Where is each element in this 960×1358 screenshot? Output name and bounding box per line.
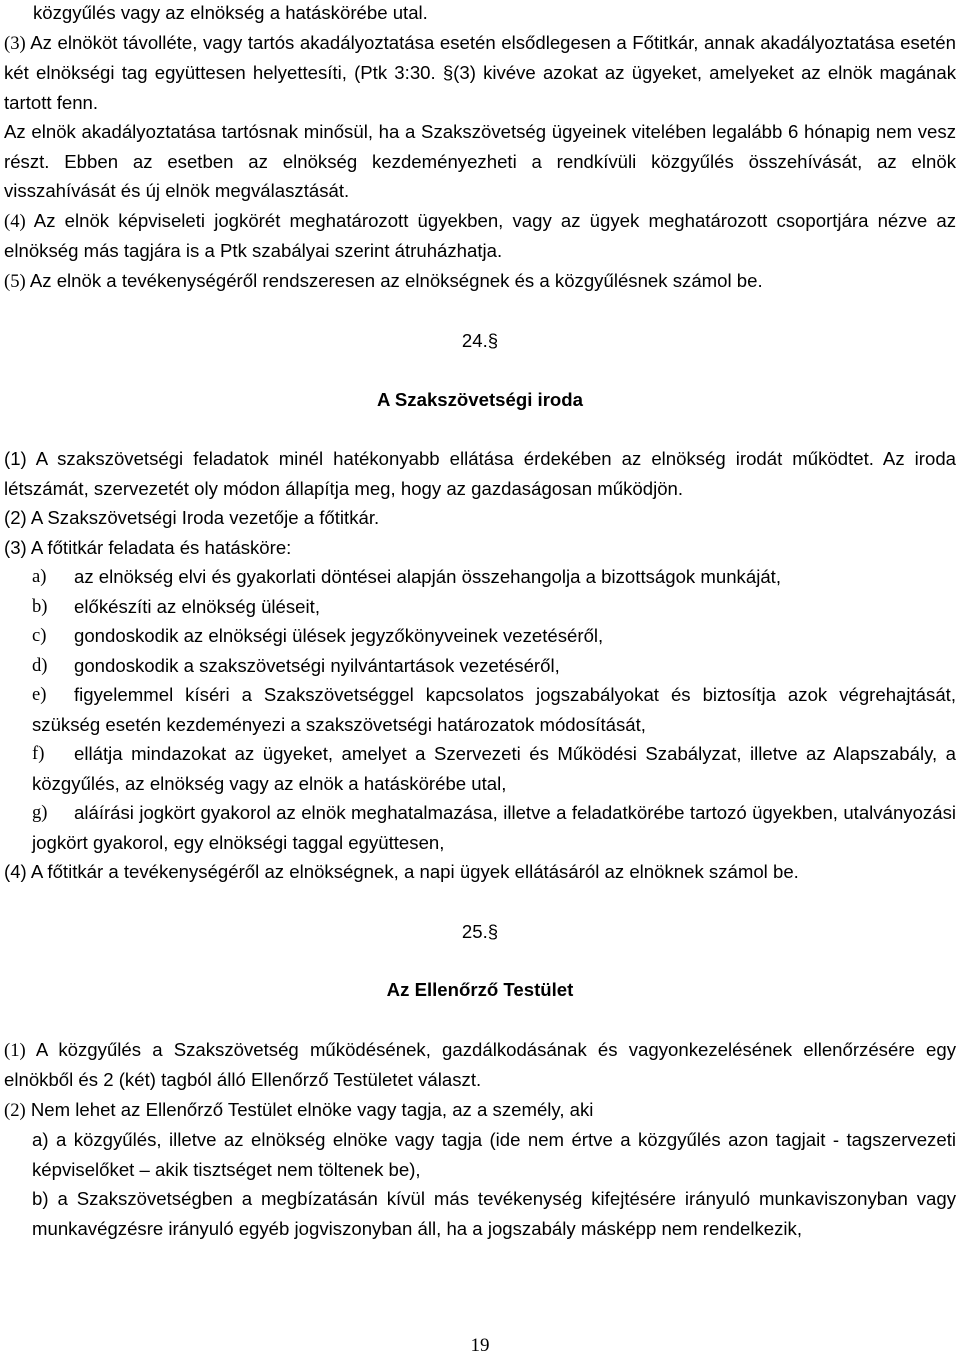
paragraph-text: A közgyűlés a Szakszövetség működésének, gazdálkodásának és vagyonkezelésének ellenőrzésére egy elnökből és 2 (két) tagból álló Ellenőrző Testületet választ. <box>4 1038 956 1090</box>
list-text: figyelemmel kíséri a Szakszövetséggel kapcsolatos jogszabályokat és biztosítja azok végrehajtását, szükség esetén kezdeményezi a szakszövetségi határozatok módosítását, <box>32 684 956 735</box>
list-item <box>4 592 956 622</box>
s25-item-b: b) a Szakszövetségben a megbízatásán kívül más tevékenység kifejtésére irányuló munkaviszonyban vagy munkavégzésre irányuló egyéb jogviszonyban áll, ha a jogszabály másképp nem rendelkezik, <box>32 1188 956 1239</box>
s24-paragraph-2: (2) A Szakszövetségi Iroda vezetője a főtitkár. <box>4 507 380 528</box>
s25-paragraph-1 <box>4 1035 956 1095</box>
paragraph-text: Nem lehet az Ellenőrző Testület elnöke vagy tagja, az a személy, aki <box>25 1098 594 1120</box>
list-text: az elnökség elvi és gyakorlati döntései alapján összehangolja a bizottságok munkáját, <box>74 566 781 587</box>
paragraph-number: (1) <box>4 1039 26 1061</box>
paragraph-continuation <box>4 0 956 28</box>
list-marker: e) <box>32 684 47 705</box>
list-marker: c) <box>32 625 47 646</box>
paragraph-3b: Az elnök akadályoztatása tartósnak minősül, ha a Szakszövetség ügyeinek vitelében legalább 6 hónapig nem vesz részt. Ebben az esetben az elnökség kezdeményezheti a rendkívüli közgyűlés összehívását, az elnök visszahívását és új elnök megválasztását. <box>4 121 956 201</box>
list-text: ellátja mindazokat az ügyeket, amelyet a Szervezeti és Működési Szabályzat, illetve az Alapszabály, a közgyűlés, az elnökség vagy az elnök a hatáskörébe utal, <box>32 743 956 794</box>
list-marker: a) <box>32 566 47 587</box>
list-item <box>4 621 956 651</box>
list-item <box>4 739 956 798</box>
paragraph-number: (2) <box>4 1099 26 1121</box>
paragraph-text: Az elnök a tevékenységéről rendszeresen az elnökségnek és a közgyűlésnek számol be. <box>25 269 763 291</box>
paragraph-number: (3) <box>4 32 26 54</box>
s25-paragraph-2 <box>4 1095 956 1126</box>
list-item <box>4 798 956 857</box>
paragraph-number: (5) <box>4 270 26 292</box>
s24-paragraph-1: (1) A szakszövetségi feladatok minél hatékonyabb ellátása érdekében az elnökség irodát működtet. Az iroda létszámát, szervezetét oly módon állapítja meg, hogy az gazdaságosan működjön. <box>4 448 956 499</box>
list-marker: g) <box>32 802 48 823</box>
paragraph-4 <box>4 206 956 266</box>
list-marker: b) <box>32 595 48 617</box>
section-number-25: 25.§ <box>461 920 499 942</box>
section-number-24: 24.§ <box>461 330 499 351</box>
section-title-25: Az Ellenőrző Testület <box>386 979 574 1000</box>
list-item <box>4 680 956 739</box>
paragraph-text: Az elnököt távolléte, vagy tartós akadályoztatása esetén elsődlegesen a Főtitkár, annak akadályoztatása esetén két elnökségi tag együttesen helyettesíti, (Ptk 3:30. §(3) kivéve azokat az ügyeket, amelyeket az elnök magának tartott fenn. <box>4 31 956 113</box>
list-marker: d) <box>32 654 48 676</box>
list-text: előkészíti az elnökség üléseit, <box>74 595 320 617</box>
paragraph-number: (4) <box>4 210 26 232</box>
list-text: gondoskodik az elnökségi ülések jegyzőkönyveinek vezetéséről, <box>74 625 604 646</box>
paragraph-5 <box>4 266 956 297</box>
list-item <box>4 562 956 592</box>
document-page <box>4 0 956 1243</box>
paragraph-3 <box>4 28 956 118</box>
page-number: 19 <box>470 1335 490 1356</box>
paragraph-text: Az elnök képviseleti jogkörét meghatározott ügyekben, vagy az ügyek meghatározott csoportjára nézve az elnökség más tagjára is a Ptk szabályai szerint átruházhatja. <box>4 209 956 261</box>
list-text: aláírási jogkört gyakorol az elnök meghatalmazása, illetve a feladatkörébe tartozó ügyekben, utalványozási jogkört gyakorol, egy elnökségi taggal együttesen, <box>32 802 956 853</box>
section-title-24: A Szakszövetségi iroda <box>377 388 583 410</box>
list-item <box>4 651 956 681</box>
s24-paragraph-3: (3) A főtitkár feladata és hatásköre: <box>4 536 292 558</box>
s25-item-a: a) a közgyűlés, illetve az elnökség elnöke vagy tagja (ide nem értve a közgyűlés azon tagjait - tagszervezeti képviselőket – akik tisztséget nem töltenek be), <box>32 1129 956 1180</box>
list-text: gondoskodik a szakszövetségi nyilvántartások vezetéséről, <box>74 654 560 676</box>
text: közgyűlés vagy az elnökség a hatáskörébe utal. <box>33 2 428 23</box>
s24-paragraph-4: (4) A főtitkár a tevékenységéről az elnökségnek, a napi ügyek ellátásáról az elnöknek számol be. <box>4 861 799 882</box>
list-marker: f) <box>32 743 45 764</box>
